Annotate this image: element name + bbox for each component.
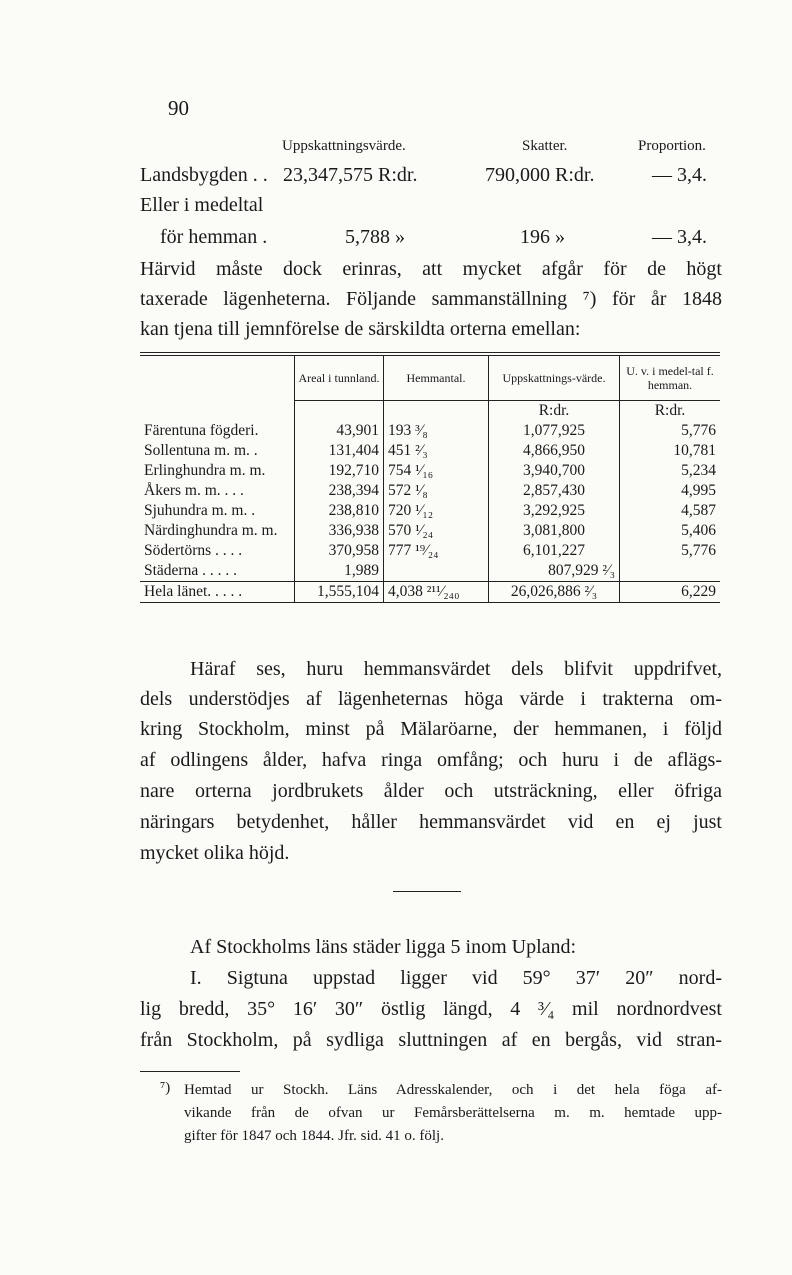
total-varde: 26,026,886 ²⁄₃ <box>489 582 620 603</box>
table-row <box>140 521 720 541</box>
intro-tax: 196 » <box>520 226 565 248</box>
footnote-line: vikande från de ofvan ur Femårsberättelserna m. m. hemtade upp- <box>184 1105 722 1121</box>
row-medel: 4,587 <box>620 501 721 521</box>
header-hemmantal: Hemmantal. <box>384 356 489 401</box>
row-hemmantal: 572 ¹⁄₈ <box>384 481 489 501</box>
row-areal: 238,810 <box>295 501 384 521</box>
row-areal: 238,394 <box>295 481 384 501</box>
row-varde: 6,101,227 <box>489 541 620 561</box>
text-line: taxerade lägenheterna. Följande sammanställning ⁷) för år 1848 <box>140 288 722 310</box>
footnote-rule <box>140 1071 240 1072</box>
column-header-value: Uppskattningsvärde. <box>282 138 406 154</box>
header-varde: Uppskattnings-värde. <box>489 356 620 401</box>
row-name: Sjuhundra m. m. . <box>144 502 256 519</box>
text-line: Härvid måste dock erinras, att mycket afgår för de högt <box>140 258 722 280</box>
intro-prop: — 3,4. <box>652 226 707 248</box>
row-varde: 1,077,925 <box>489 421 620 441</box>
row-name: Färentuna fögderi. <box>144 422 259 439</box>
row-name: Närdinghundra m. m. <box>144 522 278 539</box>
text-line: Häraf ses, huru hemmansvärdet dels blifvit uppdrifvet, <box>190 658 722 680</box>
table-row <box>140 501 720 521</box>
table-row <box>140 441 720 461</box>
row-hemmantal: 720 ¹⁄₁₂ <box>384 501 489 521</box>
row-varde: 3,081,800 <box>489 521 620 541</box>
intro-label: Landsbygden . . <box>140 164 268 186</box>
table-row <box>140 461 720 481</box>
text-line: lig bredd, 35° 16′ 30″ östlig längd, 4 ³⁄₄ mil nordnordvest <box>140 998 722 1020</box>
row-medel: 5,406 <box>620 521 721 541</box>
intro-value: 5,788 » <box>345 226 405 248</box>
row-hemmantal: 451 ²⁄₃ <box>384 441 489 461</box>
text-line: från Stockholm, på sydliga sluttningen af en bergås, vid stran- <box>140 1029 722 1051</box>
row-medel <box>620 561 721 582</box>
column-header-tax: Skatter. <box>522 138 568 154</box>
unit-row <box>140 401 720 422</box>
row-name: Städerna . . . . . <box>144 562 237 579</box>
row-varde: 2,857,430 <box>489 481 620 501</box>
column-header-proportion: Proportion. <box>638 138 706 154</box>
table-total-row <box>140 582 720 603</box>
row-varde: 3,292,925 <box>489 501 620 521</box>
text-line: kan tjena till jemnförelse de särskildta orterna emellan: <box>140 318 581 340</box>
row-varde: 807,929 ²⁄₃ <box>489 561 620 582</box>
row-areal: 131,404 <box>295 441 384 461</box>
row-medel: 5,234 <box>620 461 721 481</box>
header-medel: U. v. i medel-tal f. hemman. <box>620 356 721 401</box>
row-name: Sollentuna m. m. . <box>144 442 258 459</box>
intro-label: för hemman . <box>160 226 268 248</box>
section-divider <box>393 891 461 892</box>
row-areal: 370,958 <box>295 541 384 561</box>
intro-tax: 790,000 R:dr. <box>485 164 595 186</box>
intro-prop: — 3,4. <box>652 164 707 186</box>
table-row <box>140 561 720 582</box>
row-medel: 10,781 <box>620 441 721 461</box>
text-line: I. Sigtuna uppstad ligger vid 59° 37′ 20″ nord- <box>190 967 722 989</box>
total-medel: 6,229 <box>620 582 721 603</box>
table-row <box>140 541 720 561</box>
table-top-rule <box>140 352 720 353</box>
statistics-table <box>140 356 720 603</box>
row-medel: 5,776 <box>620 421 721 441</box>
table-header-row <box>140 356 720 401</box>
total-name: Hela länet. . . . . <box>140 582 295 603</box>
footnote-marker: ⁷) <box>160 1080 171 1096</box>
unit-label: R:dr. <box>620 401 721 422</box>
row-hemmantal: 754 ¹⁄₁₆ <box>384 461 489 481</box>
row-name: Södertörns . . . . <box>144 542 243 559</box>
row-areal: 336,938 <box>295 521 384 541</box>
row-hemmantal: 570 ¹⁄₂₄ <box>384 521 489 541</box>
row-hemmantal <box>384 561 489 582</box>
text-line: näringars betydenhet, håller hemmansvärdet vid en ej just <box>140 811 722 833</box>
row-hemmantal: 777 ¹⁹⁄₂₄ <box>384 541 489 561</box>
text-line: nare orterna jordbrukets ålder och utsträckning, eller öfriga <box>140 780 722 802</box>
text-line: mycket olika höjd. <box>140 842 290 864</box>
intro-value: 23,347,575 R:dr. <box>283 164 418 186</box>
row-areal: 43,901 <box>295 421 384 441</box>
table-row <box>140 421 720 441</box>
table-row <box>140 481 720 501</box>
intro-label: Eller i medeltal <box>140 194 264 216</box>
row-varde: 3,940,700 <box>489 461 620 481</box>
footnote-line: Hemtad ur Stockh. Läns Adresskalender, och i det hela föga af- <box>184 1082 722 1098</box>
text-line: kring Stockholm, minst på Mälaröarne, der hemmanen, i följd <box>140 718 722 740</box>
row-name: Erlinghundra m. m. <box>144 462 266 479</box>
text-line: af odlingens ålder, hafva ringa omfång; och huru i de aflägs- <box>140 749 722 771</box>
page-number: 90 <box>168 96 189 120</box>
row-areal: 192,710 <box>295 461 384 481</box>
row-medel: 5,776 <box>620 541 721 561</box>
row-hemmantal: 193 ³⁄₈ <box>384 421 489 441</box>
header-areal: Areal i tunnland. <box>295 356 384 401</box>
row-areal: 1,989 <box>295 561 384 582</box>
section-intro: Af Stockholms läns städer ligga 5 inom Upland: <box>190 936 577 958</box>
row-varde: 4,866,950 <box>489 441 620 461</box>
total-hemmantal: 4,038 ²¹¹⁄₂₄₀ <box>384 582 489 603</box>
row-medel: 4,995 <box>620 481 721 501</box>
footnote-line: gifter för 1847 och 1844. Jfr. sid. 41 o. följ. <box>184 1128 444 1144</box>
total-areal: 1,555,104 <box>295 582 384 603</box>
text-line: dels understödjes af lägenheternas höga värde i trakterna om- <box>140 688 722 710</box>
row-name: Åkers m. m. . . . <box>144 482 244 499</box>
unit-label: R:dr. <box>489 401 620 422</box>
